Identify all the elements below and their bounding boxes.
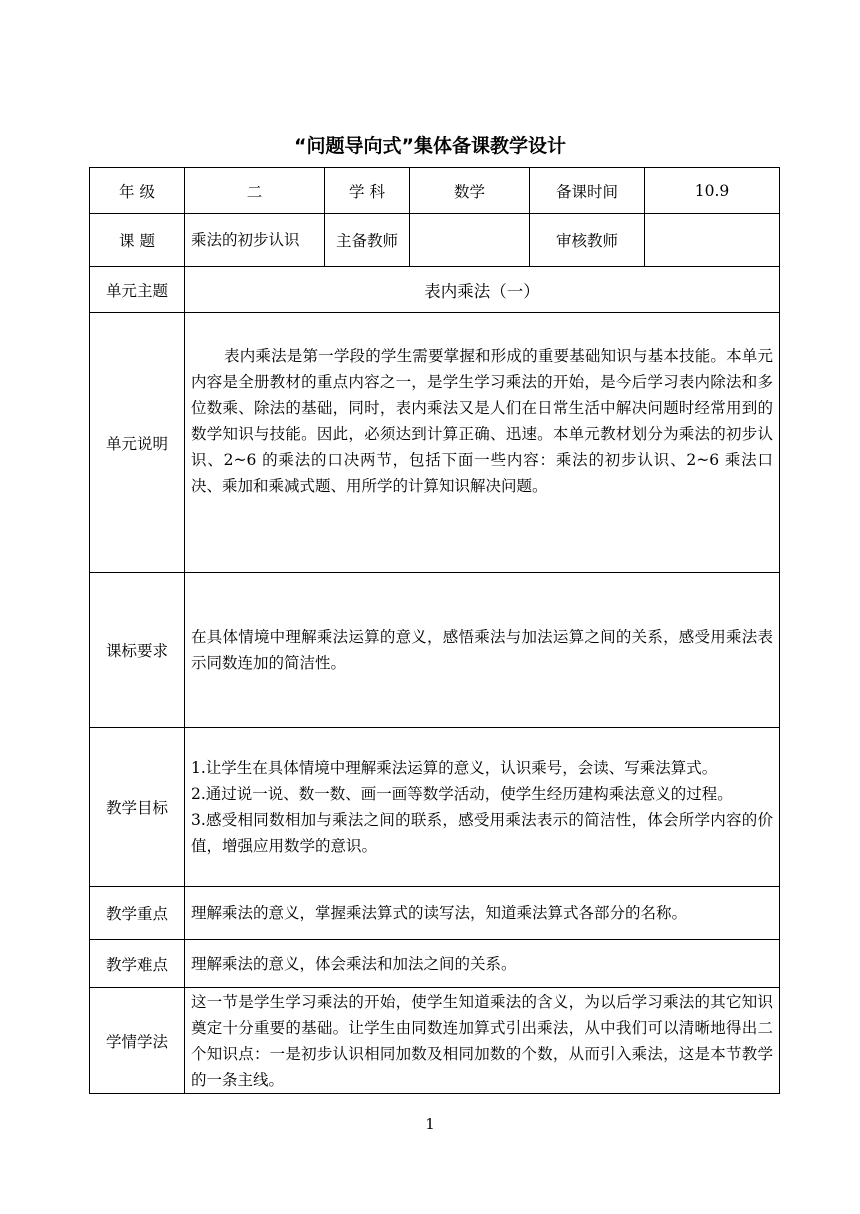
document-title: “问题导向式”集体备课教学设计 bbox=[294, 135, 566, 157]
learning-text: 这一节是学生学习乘法的开始，使学生知道乘法的含义，为以后学习乘法的其它知识奠定十分重要的基础。让学生由同数连加算式引出乘法，从中我们可以清晰地得出二个知识点：一是初步认识相同加数及相同加数的个数，从而引入乘法，这是本节教学的一条主线。 bbox=[185, 988, 780, 1094]
lesson-label: 课 题 bbox=[90, 214, 185, 267]
lesson-plan-table bbox=[89, 167, 780, 1094]
goal-item-2: 2.通过说一说、数一数、画一画等数学活动，使学生经历建构乘法意义的过程。 bbox=[191, 785, 733, 803]
standard-text: 在具体情境中理解乘法运算的意义，感悟乘法与加法运算之间的关系，感受用乘法表示同数连加的简洁性。 bbox=[185, 573, 780, 728]
row-teaching-goals bbox=[90, 728, 780, 887]
row-unit-description bbox=[90, 313, 780, 573]
subject-label: 学 科 bbox=[325, 168, 410, 214]
unit-desc-text: 表内乘法是第一学段的学生需要掌握和形成的重要基础知识与基本技能。本单元内容是全册教材的重点内容之一，是学生学习乘法的开始，是今后学习表内除法和多位数乘、除法的基础，同时，表内乘法又是人们在日常生活中解决问题时经常用到的数学知识与技能。因此，必须达到计算正确、迅速。本单元教材划分为乘法的初步认识、2~6 的乘法的口决两节，包括下面一些内容：乘法的初步认识、2~6 乘法口决、乘加和乘减式题、用所学的计算知识解决问题。 bbox=[191, 347, 773, 495]
key-points-text: 理解乘法的意义，掌握乘法算式的读写法，知道乘法算式各部分的名称。 bbox=[185, 887, 780, 940]
difficulties-label: 教学难点 bbox=[90, 940, 185, 988]
goal-item-1: 1.让学生在具体情境中理解乘法运算的意义，认识乘号，会读、写乘法算式。 bbox=[191, 759, 718, 777]
reviewer-value bbox=[645, 214, 780, 267]
grade-label: 年 级 bbox=[90, 168, 185, 214]
lead-teacher-value bbox=[410, 214, 530, 267]
reviewer-label: 审核教师 bbox=[530, 214, 645, 267]
row-learning-analysis bbox=[90, 988, 780, 1094]
subject-value: 数学 bbox=[410, 168, 530, 214]
row-lesson-teachers bbox=[90, 214, 780, 267]
lesson-value: 乘法的初步认识 bbox=[185, 214, 325, 267]
unit-theme-value: 表内乘法（一） bbox=[185, 267, 780, 313]
prep-time-label: 备课时间 bbox=[530, 168, 645, 214]
key-points-label: 教学重点 bbox=[90, 887, 185, 940]
row-curriculum-standard bbox=[90, 573, 780, 728]
standard-label: 课标要求 bbox=[90, 573, 185, 728]
row-unit-theme bbox=[90, 267, 780, 313]
unit-theme-label: 单元主题 bbox=[90, 267, 185, 313]
difficulties-text: 理解乘法的意义，体会乘法和加法之间的关系。 bbox=[185, 940, 780, 988]
goal-item-3: 3.感受相同数相加与乘法之间的联系，感受用乘法表示的简洁性，体会所学内容的价值，增强应用数学的意识。 bbox=[191, 811, 773, 855]
unit-desc-label: 单元说明 bbox=[90, 313, 185, 573]
page-number: 1 bbox=[425, 1115, 435, 1133]
prep-time-value: 10.9 bbox=[645, 168, 780, 214]
learning-label: 学情学法 bbox=[90, 988, 185, 1094]
row-key-points bbox=[90, 887, 780, 940]
row-grade-subject bbox=[90, 168, 780, 214]
grade-value: 二 bbox=[185, 168, 325, 214]
goals-label: 教学目标 bbox=[90, 728, 185, 887]
lead-teacher-label: 主备教师 bbox=[325, 214, 410, 267]
row-difficulties bbox=[90, 940, 780, 988]
